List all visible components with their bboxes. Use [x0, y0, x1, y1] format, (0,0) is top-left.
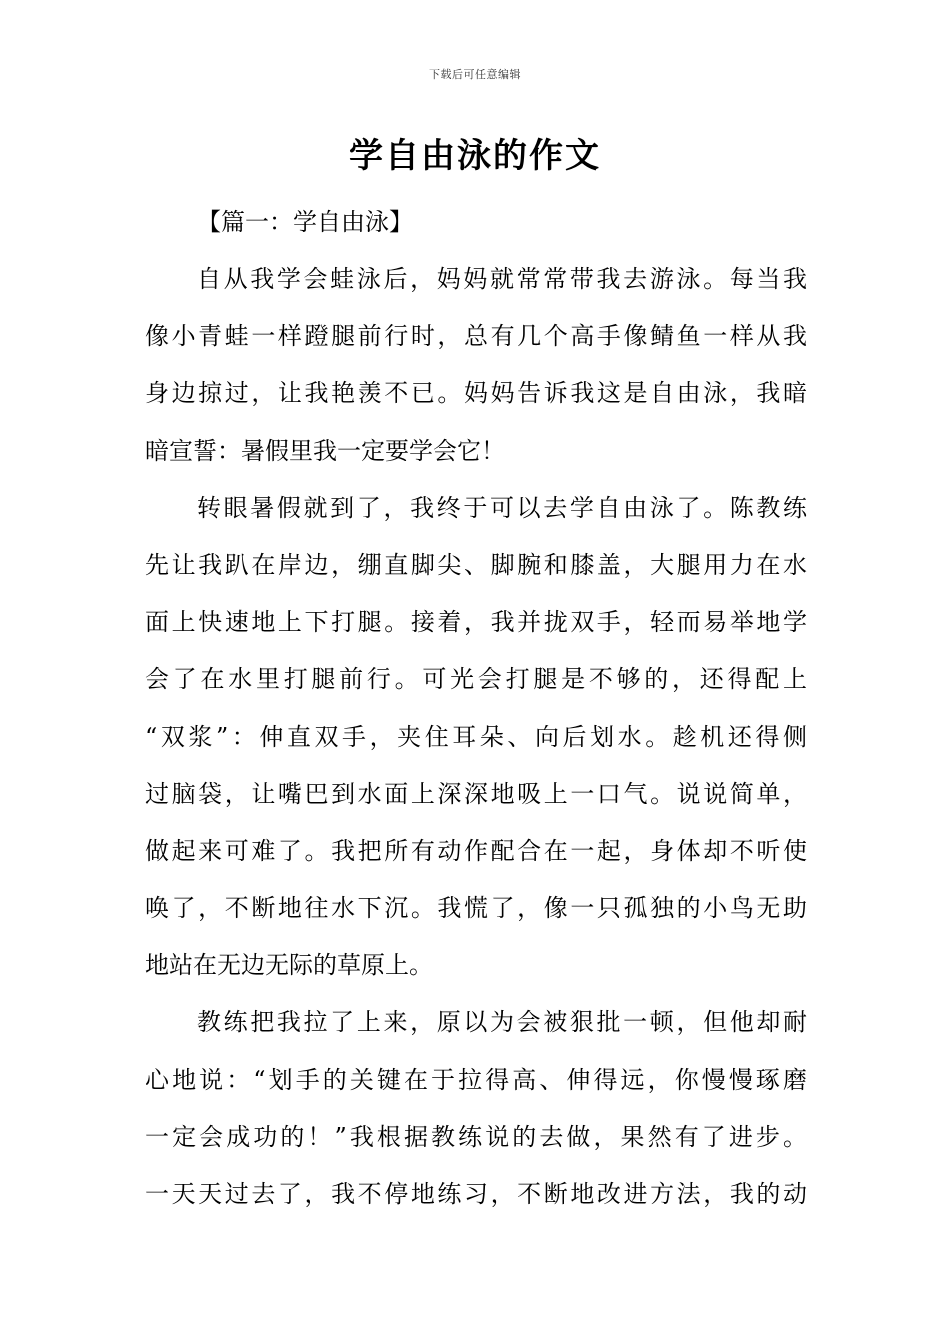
text-line: 一天天过去了，我不停地练习，不断地改进方法，我的动: [145, 1180, 807, 1208]
text-line: 过脑袋，让嘴巴到水面上深深地吸上一口气。说说简单，: [145, 779, 807, 808]
article-body: [145, 194, 807, 1223]
text-line: 暗宣誓：暑假里我一定要学会它！: [145, 436, 505, 465]
document-title: 学自由泳的作文: [349, 136, 601, 176]
text-line: 会了在水里打腿前行。可光会打腿是不够的，还得配上: [145, 665, 807, 694]
section-heading: 【篇一：学自由泳】: [197, 208, 413, 236]
text-line: 唤了，不断地往水下沉。我慌了，像一只孤独的小鸟无助: [145, 894, 807, 923]
text-line: 教练把我拉了上来，原以为会被狠批一顿，但他却耐: [197, 1008, 807, 1037]
text-line: 先让我趴在岸边，绷直脚尖、脚腕和膝盖，大腿用力在水: [145, 550, 807, 579]
text-line: 一定会成功的！”我根据教练说的去做，果然有了进步。: [145, 1122, 807, 1151]
article-lines: [145, 251, 807, 1223]
text-line: 面上快速地上下打腿。接着，我并拢双手，轻而易举地学: [145, 608, 807, 637]
text-line: “双浆”：伸直双手，夹住耳朵、向后划水。趁机还得侧: [145, 722, 807, 751]
text-line: 像小青蛙一样蹬腿前行时，总有几个高手像鲭鱼一样从我: [145, 322, 807, 351]
text-line: 地站在无边无际的草原上。: [145, 951, 433, 980]
text-line: 心地说：“划手的关键在于拉得高、伸得远，你慢慢琢磨: [145, 1065, 807, 1094]
text-line: 身边掠过，让我艳羡不已。妈妈告诉我这是自由泳，我暗: [145, 379, 807, 408]
text-line: 转眼暑假就到了，我终于可以去学自由泳了。陈教练: [197, 493, 807, 522]
text-line: 自从我学会蛙泳后，妈妈就常常带我去游泳。每当我: [197, 265, 807, 293]
page-header-note: 下载后可任意编辑: [429, 68, 521, 81]
text-line: 做起来可难了。我把所有动作配合在一起，身体却不听使: [145, 836, 807, 865]
